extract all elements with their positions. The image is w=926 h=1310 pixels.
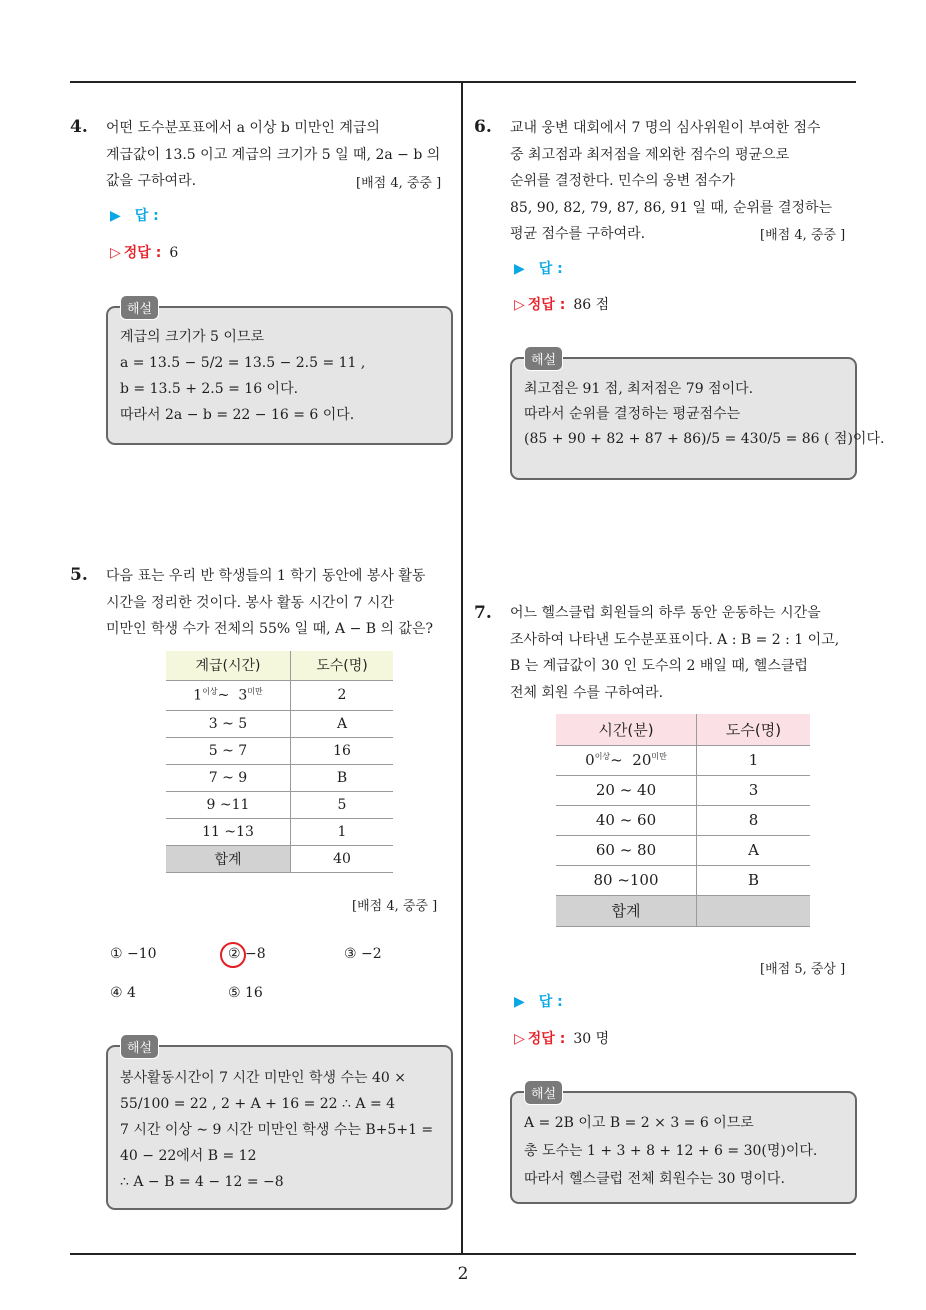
solution-line: 55/100 = 22 , 2 + A + 16 = 22 ∴ A = 4: [120, 1096, 396, 1112]
choice-5[interactable]: ⑤ 16: [228, 985, 263, 1001]
solution-box: [106, 302, 453, 445]
question-number: 7.: [474, 603, 492, 623]
play-triangle-icon: ▶: [514, 994, 525, 1010]
question-line: 시간을 정리한 것이다. 봉사 활동 시간이 7 시간: [106, 594, 394, 611]
solution-line: 총 도수는 1 + 3 + 8 + 12 + 6 = 30(명)이다.: [524, 1143, 818, 1159]
solution-box: [510, 1087, 857, 1204]
table-total-row: 합계: [556, 895, 810, 926]
table-row: 40 ~ 60 8: [556, 805, 810, 835]
correct-value: 30 명: [573, 1031, 610, 1047]
outline-triangle-icon: ▷: [110, 245, 121, 261]
question-text: [510, 600, 839, 706]
table-header: 도수(명): [697, 714, 811, 745]
question-text: [106, 563, 433, 643]
table-header: 도수(명): [291, 651, 394, 680]
points-label: [배점 5, 중상 ]: [760, 962, 846, 977]
solution-tag: 해설: [524, 346, 563, 371]
table-row: $1^{이상}\sim$ $3^{미만}$ 2: [166, 680, 393, 710]
question-line: 평균 점수를 구하여라.: [510, 226, 646, 242]
frequency-table: [166, 651, 393, 873]
solution-line: 따라서 헬스클럽 전체 회원수는 30 명이다.: [524, 1171, 785, 1187]
table-total-row: 합계 40: [166, 845, 393, 872]
solution-box: [106, 1041, 453, 1210]
points-label: [배점 4, 중중 ]: [356, 176, 442, 191]
solution-box: [510, 353, 885, 480]
points-label: [배점 4, 중중 ]: [352, 899, 438, 914]
choice-2[interactable]: ② −8: [228, 946, 266, 962]
page-number: 2: [457, 1264, 469, 1284]
correct-answer: ▷ 정답 : 86 점: [514, 297, 610, 313]
table-row: 60 ~ 80 A: [556, 835, 810, 865]
table-row: 7 ~ 9 B: [166, 764, 393, 791]
question-number: 6.: [474, 117, 492, 137]
correct-answer: ▷ 정답 : 30 명: [514, 1031, 610, 1047]
table-row: 5 ~ 7 16: [166, 737, 393, 764]
frequency-table: [556, 714, 810, 927]
question-line: 다음 표는 우리 반 학생들의 1 학기 동안에 봉사 활동: [106, 568, 426, 584]
points-label: [배점 4, 중중 ]: [760, 228, 846, 243]
question-line: 조사하여 나타낸 도수분포표이다. A : B = 2 : 1 이고,: [510, 631, 840, 648]
table-row: 3 ~ 5 A: [166, 710, 393, 737]
solution-tag: 해설: [524, 1080, 563, 1105]
question-line: 중 최고점과 최저점을 제외한 점수의 평균으로: [510, 146, 790, 163]
outline-triangle-icon: ▷: [514, 1031, 525, 1047]
solution-line: 40 − 22에서 B = 12: [120, 1148, 257, 1164]
outline-triangle-icon: ▷: [514, 297, 525, 313]
question-line: 순위를 결정한다. 민수의 웅변 점수가: [510, 173, 736, 189]
answer-label: ▶ 답 :: [514, 261, 563, 277]
selected-choice-circle: [220, 942, 246, 968]
question-line: 미만인 학생 수가 전체의 55% 일 때, A − B 의 값은?: [106, 621, 434, 637]
correct-value: 86 점: [573, 297, 610, 313]
solution-line: b = 13.5 + 2.5 = 16 이다.: [120, 381, 299, 397]
table-row: 9 ~11 5: [166, 791, 393, 818]
choice-4[interactable]: ④ 4: [110, 985, 136, 1001]
table-row: 11 ~13 1: [166, 818, 393, 845]
correct-value: 6: [169, 245, 179, 261]
question-number: 5.: [70, 565, 88, 585]
solution-line: ∴ A − B = 4 − 12 = −8: [120, 1174, 284, 1190]
question-line: B 는 계급값이 30 인 도수의 2 배일 때, 헬스클럽: [510, 658, 808, 674]
solution-tag: 해설: [120, 295, 159, 320]
table-header: 계급(시간): [166, 651, 291, 680]
solution-line: 7 시간 이상 ∼ 9 시간 미만인 학생 수는 B+5+1 =: [120, 1122, 434, 1138]
question-line: 어느 헬스클럽 회원들의 하루 동안 운동하는 시간을: [510, 605, 821, 621]
bottom-rule: [70, 1253, 856, 1255]
question-line: 어떤 도수분포표에서 a 이상 b 미만인 계급의: [106, 120, 380, 136]
solution-line: a = 13.5 − 5/2 = 13.5 − 2.5 = 11 ,: [120, 355, 366, 371]
solution-line: 따라서 2a − b = 22 − 16 = 6 이다.: [120, 407, 355, 423]
question-line: 교내 웅변 대회에서 7 명의 심사위원이 부여한 점수: [510, 120, 821, 136]
table-header: 시간(분): [556, 714, 697, 745]
choice-3[interactable]: ③ −2: [344, 946, 382, 962]
table-row: 80 ~100 B: [556, 865, 810, 895]
question-line: 값을 구하여라.: [106, 173, 197, 189]
question-line: 계급값이 13.5 이고 계급의 크기가 5 일 때, 2a − b 의: [106, 146, 441, 163]
table-row: 20 ~ 40 3: [556, 775, 810, 805]
solution-line: A = 2B 이고 B = 2 × 3 = 6 이므로: [524, 1115, 754, 1131]
question-number: 4.: [70, 117, 88, 137]
answer-label: ▶ 답 :: [514, 994, 563, 1010]
solution-line: (85 + 90 + 82 + 87 + 86)/5 = 430/5 = 86 ( 점)이다.: [524, 431, 885, 447]
question-line: 85, 90, 82, 79, 87, 86, 91 일 때, 순위를 결정하는: [510, 199, 833, 216]
solution-line: 최고점은 91 점, 최저점은 79 점이다.: [524, 381, 754, 397]
correct-answer: ▷ 정답 : 6: [110, 245, 179, 261]
answer-label: ▶ 답 :: [110, 208, 159, 224]
solution-line: 계급의 크기가 5 이므로: [120, 329, 264, 345]
top-rule: [70, 81, 856, 83]
solution-tag: 해설: [120, 1034, 159, 1059]
solution-line: 따라서 순위를 결정하는 평균점수는: [524, 406, 741, 422]
solution-line: 봉사활동시간이 7 시간 미만인 학생 수는 40 ×: [120, 1070, 406, 1086]
play-triangle-icon: ▶: [514, 261, 525, 277]
column-divider: [461, 83, 463, 1255]
table-row: $0^{이상}\sim$ $20^{미만}$ 1: [556, 745, 810, 775]
play-triangle-icon: ▶: [110, 208, 121, 224]
choice-1[interactable]: ① −10: [110, 946, 157, 962]
question-line: 전체 회원 수를 구하여라.: [510, 684, 664, 701]
